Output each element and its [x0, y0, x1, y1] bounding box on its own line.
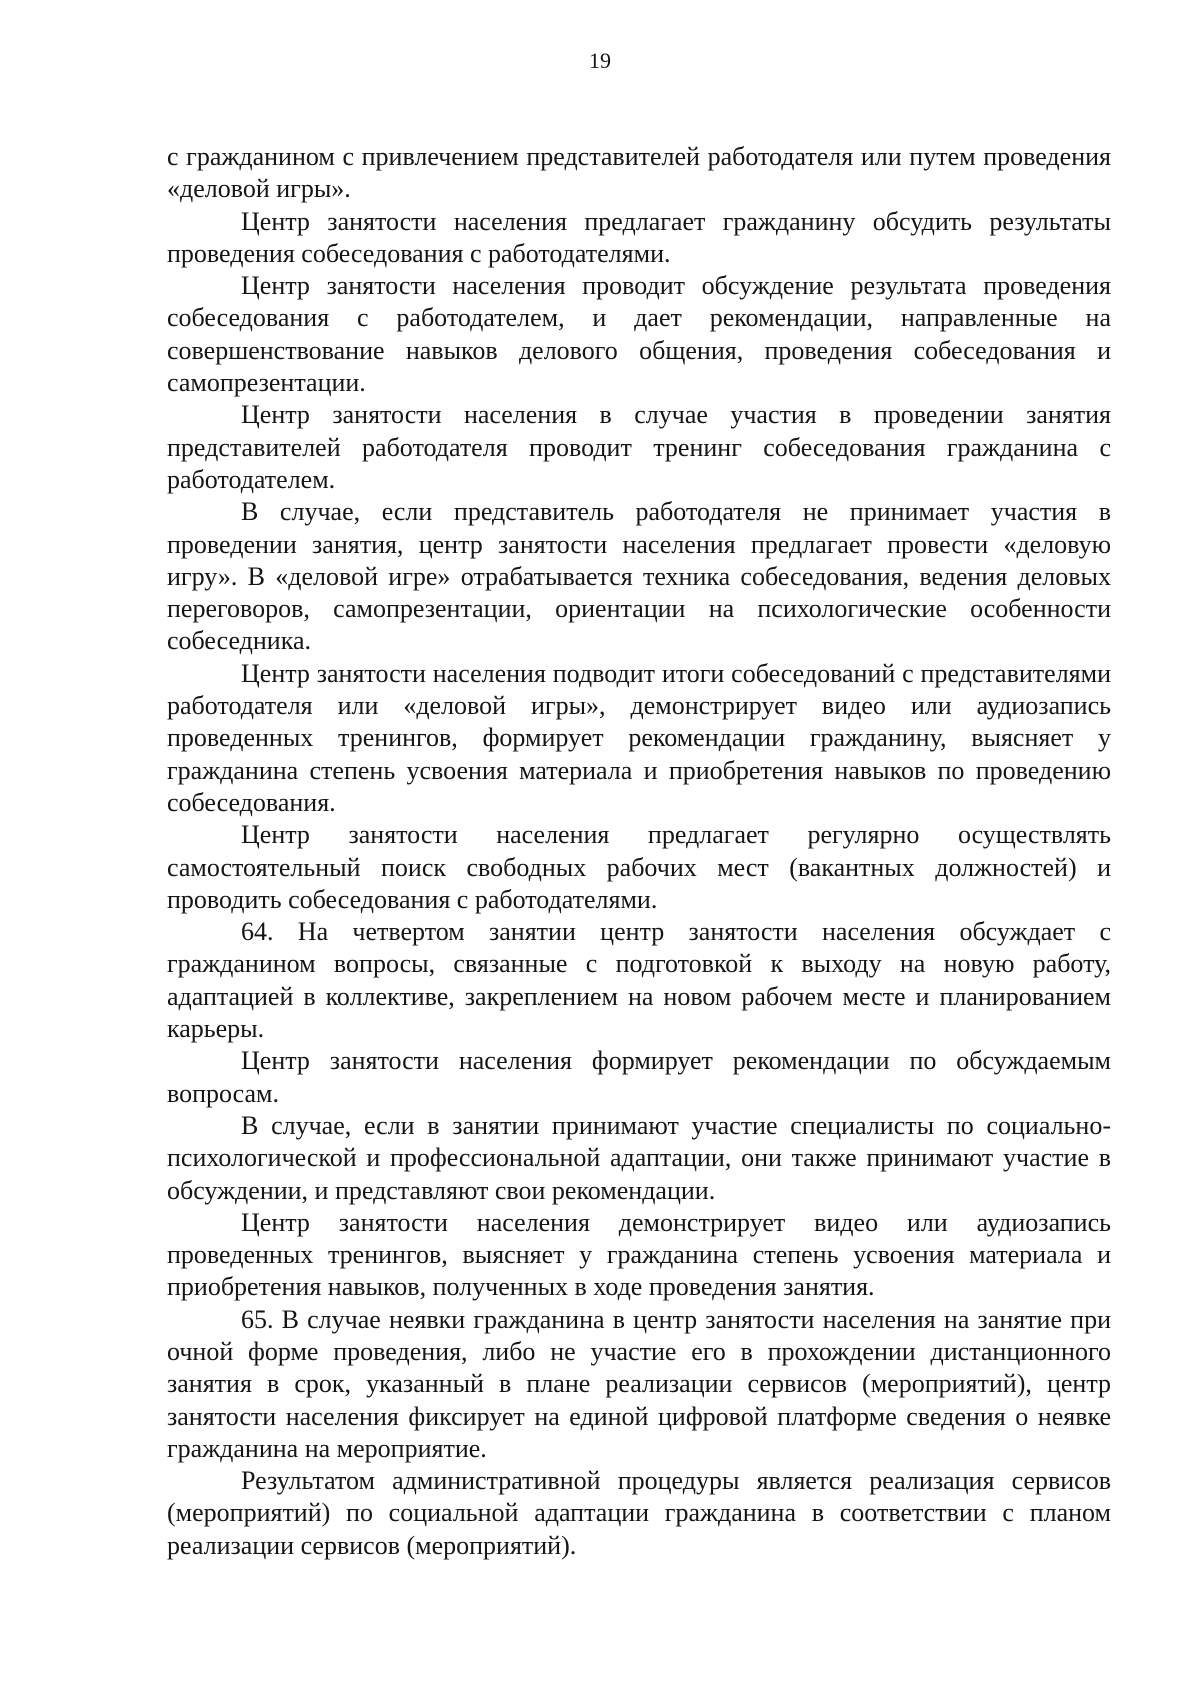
paragraph: Центр занятости населения демонстрирует видео или аудиозапись проведенных тренингов, выясняет у гражданина степень усвоения материала и приобретения навыков, полученных в ходе проведения занятия.: [167, 1207, 1111, 1302]
paragraph: В случае, если представитель работодателя не принимает участия в проведении занятия, центр занятости населения предлагает провести «деловую игру». В «деловой игре» отрабатывается техника собеседования, ведения деловых переговоров, самопрезентации, ориентации на психологические особенности собеседника.: [167, 497, 1111, 656]
page-number: 19: [589, 48, 611, 73]
paragraph: Центр занятости населения предлагает гражданину обсудить результаты проведения собеседования с работодателями.: [167, 206, 1111, 268]
paragraph: Центр занятости населения формирует рекомендации по обсуждаемым вопросам.: [167, 1046, 1111, 1108]
document-body: [167, 141, 1111, 1562]
paragraph-continuation: с гражданином с привлечением представителей работодателя или путем проведения «деловой игры».: [167, 142, 1111, 204]
paragraph: Центр занятости населения проводит обсуждение результата проведения собеседования с работодателем, и дает рекомендации, направленные на совершенствование навыков делового общения, проведения собеседования и самопрезентации.: [167, 271, 1111, 398]
paragraph-item-65: 65. В случае неявки гражданина в центр занятости населения на занятие при очной форме проведения, либо не участие его в прохождении дистанционного занятия в срок, указанный в плане реализации сервисов (мероприятий), центр занятости населения фиксирует на единой цифровой платформе сведения о неявке гражданина на мероприятие.: [167, 1304, 1111, 1463]
paragraph: Центр занятости населения предлагает регулярно осуществлять самостоятельный поиск свободных рабочих мест (вакантных должностей) и проводить собеседования с работодателями.: [167, 820, 1111, 914]
paragraph: В случае, если в занятии принимают участие специалисты по социально-психологической и профессиональной адаптации, они также принимают участие в обсуждении, и представляют свои рекомендации.: [167, 1110, 1111, 1205]
paragraph: Центр занятости населения подводит итоги собеседований с представителями работодателя или «деловой игры», демонстрирует видео или аудиозапись проведенных тренингов, формирует рекомендации гражданину, выясняет у гражданина степень усвоения материала и приобретения навыков по проведению собеседования.: [167, 658, 1111, 817]
paragraph-item-64: 64. На четвертом занятии центр занятости населения обсуждает с гражданином вопросы, связанные с подготовкой к выходу на новую работу, адаптацией в коллективе, закреплением на новом рабочем месте и планированием карьеры.: [167, 917, 1111, 1044]
paragraph: Центр занятости населения в случае участия в проведении занятия представителей работодателя проводит тренинг собеседования гражданина с работодателем.: [167, 400, 1111, 494]
paragraph-result: Результатом административной процедуры является реализация сервисов (мероприятий) по социальной адаптации гражданина в соответствии с планом реализации сервисов (мероприятий).: [167, 1466, 1111, 1560]
